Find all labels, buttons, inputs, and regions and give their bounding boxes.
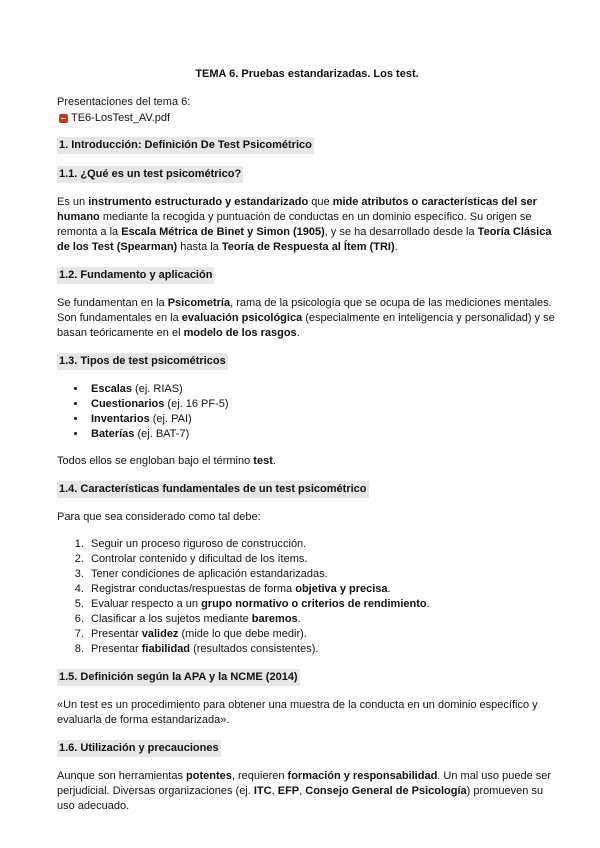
- text: (mide lo que debe medir).: [178, 628, 307, 640]
- list-item: [87, 567, 557, 582]
- bold-text: EFP: [277, 785, 300, 797]
- bold-text: grupo normativo o criterios de rendimiento: [201, 598, 427, 610]
- text: Todos ellos se engloban bajo el término: [57, 455, 254, 467]
- heading-1-1: 1.1. ¿Qué es un test psicométrico?: [57, 166, 243, 183]
- paragraph-1-1: [57, 195, 557, 255]
- text: . Un mal uso puede ser perjudicial. Diversas organizaciones (ej.: [57, 770, 552, 797]
- bold-text: formación y responsabilidad: [287, 770, 438, 782]
- text: (ej. BAT-7): [134, 428, 190, 440]
- bold-text: Inventarios: [91, 413, 150, 425]
- bold-text: ITC: [253, 785, 272, 797]
- text: Es un: [57, 196, 89, 208]
- text: mediante la recogida y puntuación de conductas en un dominio específico. Su origen se remonta a la: [57, 211, 532, 238]
- paragraph-1-5: «Un test es un procedimiento para obtener una muestra de la conducta en un dominio específico y evaluarla de forma estandarizada».: [57, 699, 538, 726]
- bold-text: baremos: [251, 613, 298, 625]
- list-item: [87, 397, 557, 412]
- list-item: [87, 642, 557, 657]
- list-item: [87, 382, 557, 397]
- text: .: [272, 455, 276, 467]
- text: (especialmente en inteligencia y personalidad) y se basan teóricamente en el: [57, 312, 555, 339]
- text: , y se ha desarrollado desde la: [324, 226, 478, 238]
- text: (ej. RIAS): [131, 383, 183, 395]
- page-title: TEMA 6. Pruebas estandarizadas. Los test.: [195, 68, 419, 80]
- text: Presentar: [91, 628, 142, 640]
- list-item: [87, 627, 557, 642]
- text: , requieren: [231, 770, 288, 782]
- bold-text: instrumento estructurado y estandarizado: [88, 196, 309, 208]
- list-item: [87, 597, 557, 612]
- text: .: [297, 613, 301, 625]
- list-item: [87, 612, 557, 627]
- bold-text: mide atributos o características del ser humano: [57, 196, 537, 223]
- text: Presentar: [91, 643, 142, 655]
- text: Controlar contenido y dificultad de los ítems.: [91, 553, 308, 565]
- text: hasta la: [177, 241, 222, 253]
- bold-text: Escalas: [91, 383, 132, 395]
- bold-text: Teoría Clásica de los Test (Spearman): [57, 226, 552, 253]
- paragraph-1-4: Para que sea considerado como tal debe:: [57, 511, 261, 523]
- heading-1-6: 1.6. Utilización y precauciones: [57, 740, 221, 757]
- bold-text: potentes: [186, 770, 232, 782]
- bold-text: test: [253, 455, 273, 467]
- bold-text: fiabilidad: [141, 643, 191, 655]
- text: (ej. 16 PF-5): [164, 398, 229, 410]
- text: Tener condiciones de aplicación estandarizadas.: [91, 568, 328, 580]
- bold-text: Cuestionarios: [91, 398, 165, 410]
- attachment-name[interactable]: TE6-LosTest_AV.pdf: [71, 112, 171, 124]
- text: Aunque son herramientas: [57, 770, 187, 782]
- text: (resultados consistentes).: [190, 643, 319, 655]
- test-types-list: [57, 382, 557, 442]
- presentations-label: Presentaciones del tema 6:: [57, 96, 191, 108]
- attachment-link[interactable]: [59, 111, 557, 126]
- text: que: [308, 196, 333, 208]
- pdf-file-icon: [59, 114, 68, 123]
- text: .: [296, 327, 300, 339]
- text: .: [426, 598, 430, 610]
- heading-1-5: 1.5. Definición según la APA y la NCME (2014): [57, 669, 300, 686]
- bold-text: evaluación psicológica: [181, 312, 303, 324]
- bold-text: Escala Métrica de Binet y Simon (1905): [121, 226, 325, 238]
- bold-text: Baterías: [91, 428, 135, 440]
- list-item: [87, 537, 557, 552]
- bold-text: modelo de los rasgos: [183, 327, 297, 339]
- list-item: [87, 412, 557, 427]
- list-item: [87, 427, 557, 442]
- bold-text: objetiva y precisa: [295, 583, 388, 595]
- bold-text: Consejo General de Psicología: [305, 785, 467, 797]
- document-content: [57, 67, 557, 814]
- text: Seguir un proceso riguroso de construcción.: [91, 538, 307, 550]
- text: .: [387, 583, 391, 595]
- text: Se fundamentan en la: [57, 297, 168, 309]
- heading-1-4: 1.4. Características fundamentales de un test psicométrico: [57, 481, 369, 498]
- bold-text: Psicometría: [167, 297, 231, 309]
- heading-1-3: 1.3. Tipos de test psicométricos: [57, 353, 228, 370]
- bold-text: Teoría de Respuesta al Ítem (TRI): [221, 241, 395, 253]
- heading-introduction: 1. Introducción: Definición De Test Psicométrico: [57, 137, 314, 154]
- text: ,: [271, 785, 278, 797]
- text: Registrar conductas/respuestas de forma: [91, 583, 296, 595]
- text: , rama de la psicología que se ocupa de las mediciones mentales. Son fundamentales en la: [57, 297, 552, 324]
- text: ) promueven su uso adecuado.: [57, 785, 544, 812]
- paragraph-1-2: [57, 296, 557, 341]
- heading-1-2: 1.2. Fundamento y aplicación: [57, 267, 214, 284]
- list-item: [87, 552, 557, 567]
- text: (ej. PAI): [149, 413, 192, 425]
- bold-text: validez: [141, 628, 179, 640]
- paragraph-1-6: [57, 769, 557, 814]
- characteristics-list: [57, 537, 557, 657]
- list-item: [87, 582, 557, 597]
- text: Clasificar a los sujetos mediante: [91, 613, 252, 625]
- text: .: [394, 241, 398, 253]
- text: Evaluar respecto a un: [91, 598, 202, 610]
- text: ,: [299, 785, 306, 797]
- paragraph-1-3: [57, 454, 557, 469]
